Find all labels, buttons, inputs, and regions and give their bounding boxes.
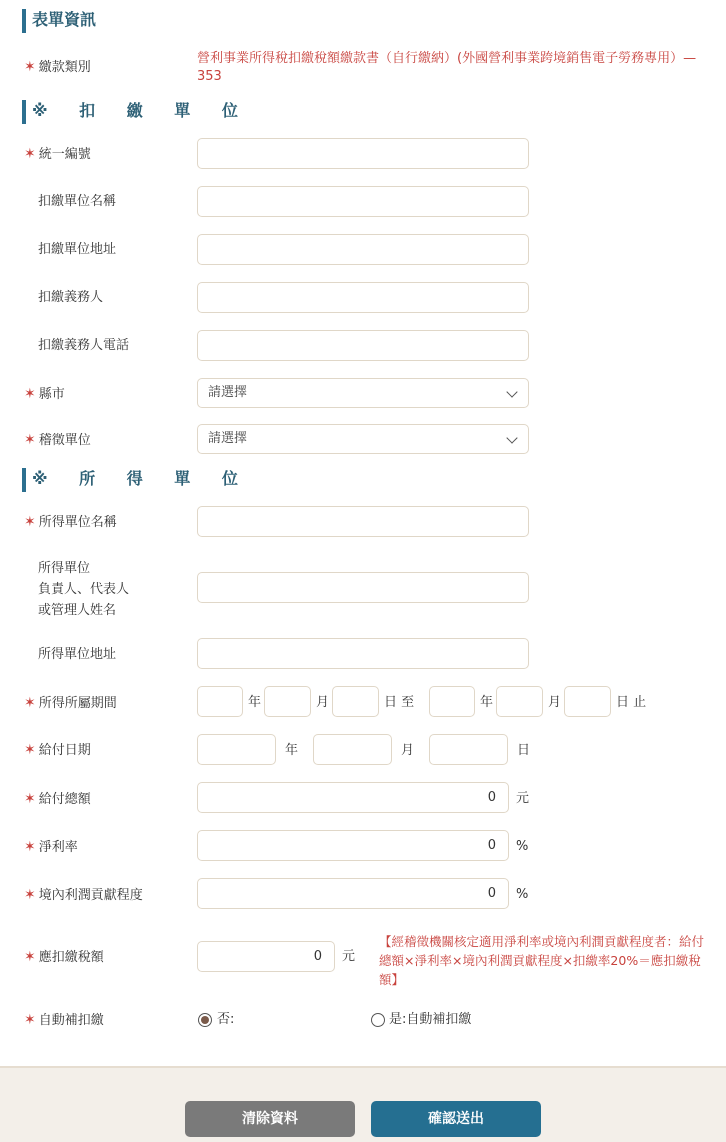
tax-due-note: 【經稽徵機關核定適用淨利率或境內利潤貢獻程度者：給付總額×淨利率×境內利潤貢獻程度×扣繳率20%＝應扣繳稅額】 [379, 934, 705, 987]
income-name-input[interactable] [197, 506, 529, 537]
pay-date-month-unit: 月 [401, 743, 415, 758]
total-unit: 元 [516, 791, 530, 806]
withholding-name-input[interactable] [197, 186, 529, 217]
section-title-income-unit: ※ 所 得 單 位 [22, 468, 251, 492]
net-rate-input[interactable]: 0 [197, 830, 509, 861]
contribution-input[interactable]: 0 [197, 878, 509, 909]
representative-label: 所得單位 負責人、代表人 或管理人姓名 [38, 561, 130, 618]
auto-withhold-no-radio[interactable] [198, 1013, 212, 1027]
period-start-month-input[interactable] [264, 686, 311, 717]
pay-date-year-input[interactable] [197, 734, 276, 765]
pay-date-day-input[interactable] [429, 734, 508, 765]
required-star-icon: ✶ [24, 695, 36, 711]
period-end-month-unit: 月 [548, 695, 562, 710]
tax-type-label: ✶ 繳款類別 [24, 59, 91, 75]
contribution-unit: % [516, 887, 529, 902]
tax-office-select-value: 請選擇 [208, 431, 248, 446]
pay-date-month-input[interactable] [313, 734, 392, 765]
county-label: ✶ 縣市 [24, 386, 65, 402]
county-select-value: 請選擇 [208, 385, 248, 400]
income-address-input[interactable] [197, 638, 529, 669]
representative-input[interactable] [197, 572, 529, 603]
required-star-icon: ✶ [24, 742, 36, 758]
period-start-day-input[interactable] [332, 686, 379, 717]
required-star-icon: ✶ [24, 386, 36, 402]
required-star-icon: ✶ [24, 432, 36, 448]
total-input[interactable]: 0 [197, 782, 509, 813]
pay-date-day-unit: 日 [517, 743, 531, 758]
county-select[interactable] [197, 378, 529, 408]
tax-due-label: ✶ 應扣繳稅額 [24, 949, 104, 965]
chevron-down-icon [506, 386, 517, 397]
period-end-year-unit: 年 [480, 695, 494, 710]
submit-button[interactable]: 確認送出 [371, 1101, 541, 1137]
period-start-day-unit: 日 至 [384, 695, 415, 710]
required-star-icon: ✶ [24, 514, 36, 530]
net-rate-unit: % [516, 839, 529, 854]
income-address-label: 所得單位地址 [38, 647, 117, 662]
tax-type-value: 營利事業所得稅扣繳稅額繳款書（自行繳納）(外國營利事業跨境銷售電子勞務專用）— 353 [197, 51, 697, 84]
required-star-icon: ✶ [24, 839, 36, 855]
period-end-month-input[interactable] [496, 686, 543, 717]
pay-date-label: ✶ 給付日期 [24, 742, 91, 758]
total-label: ✶ 給付總額 [24, 791, 91, 807]
tax-id-input[interactable] [197, 138, 529, 169]
required-star-icon: ✶ [24, 887, 36, 903]
withholding-name-label: 扣繳單位名稱 [38, 194, 117, 209]
period-start-month-unit: 月 [316, 695, 330, 710]
required-star-icon: ✶ [24, 59, 36, 75]
pay-date-year-unit: 年 [285, 743, 299, 758]
period-start-year-unit: 年 [248, 695, 262, 710]
period-end-day-unit: 日 止 [616, 695, 647, 710]
clear-button[interactable]: 清除資料 [185, 1101, 355, 1137]
section-title-withholding-unit: ※ 扣 繳 單 位 [22, 100, 251, 124]
required-star-icon: ✶ [24, 949, 36, 965]
withholding-address-label: 扣繳單位地址 [38, 242, 117, 257]
required-star-icon: ✶ [24, 146, 36, 162]
chevron-down-icon [506, 432, 517, 443]
period-end-year-input[interactable] [429, 686, 475, 717]
tax-office-label: ✶ 稽徵單位 [24, 432, 91, 448]
obligor-phone-input[interactable] [197, 330, 529, 361]
tax-due-input[interactable]: 0 [197, 941, 335, 972]
required-star-icon: ✶ [24, 1012, 36, 1028]
auto-withhold-yes-radio[interactable] [371, 1013, 385, 1027]
auto-withhold-yes-label[interactable]: 是:自動補扣繳 [389, 1012, 472, 1027]
required-star-icon: ✶ [24, 791, 36, 807]
period-end-day-input[interactable] [564, 686, 611, 717]
tax-due-unit: 元 [342, 949, 356, 964]
tax-id-label: ✶ 統一編號 [24, 146, 91, 162]
obligor-input[interactable] [197, 282, 529, 313]
period-label: ✶ 所得所屬期間 [24, 695, 117, 711]
auto-withhold-label: ✶ 自動補扣繳 [24, 1012, 104, 1028]
tax-office-select[interactable] [197, 424, 529, 454]
obligor-phone-label: 扣繳義務人電話 [38, 338, 130, 353]
auto-withhold-no-label[interactable]: 否: [217, 1012, 235, 1027]
section-title-form-info: 表單資訊 [22, 9, 96, 33]
net-rate-label: ✶ 淨利率 [24, 839, 78, 855]
withholding-address-input[interactable] [197, 234, 529, 265]
obligor-label: 扣繳義務人 [38, 290, 104, 305]
period-start-year-input[interactable] [197, 686, 243, 717]
contribution-label: ✶ 境內利潤貢獻程度 [24, 887, 143, 903]
income-name-label: ✶ 所得單位名稱 [24, 514, 117, 530]
